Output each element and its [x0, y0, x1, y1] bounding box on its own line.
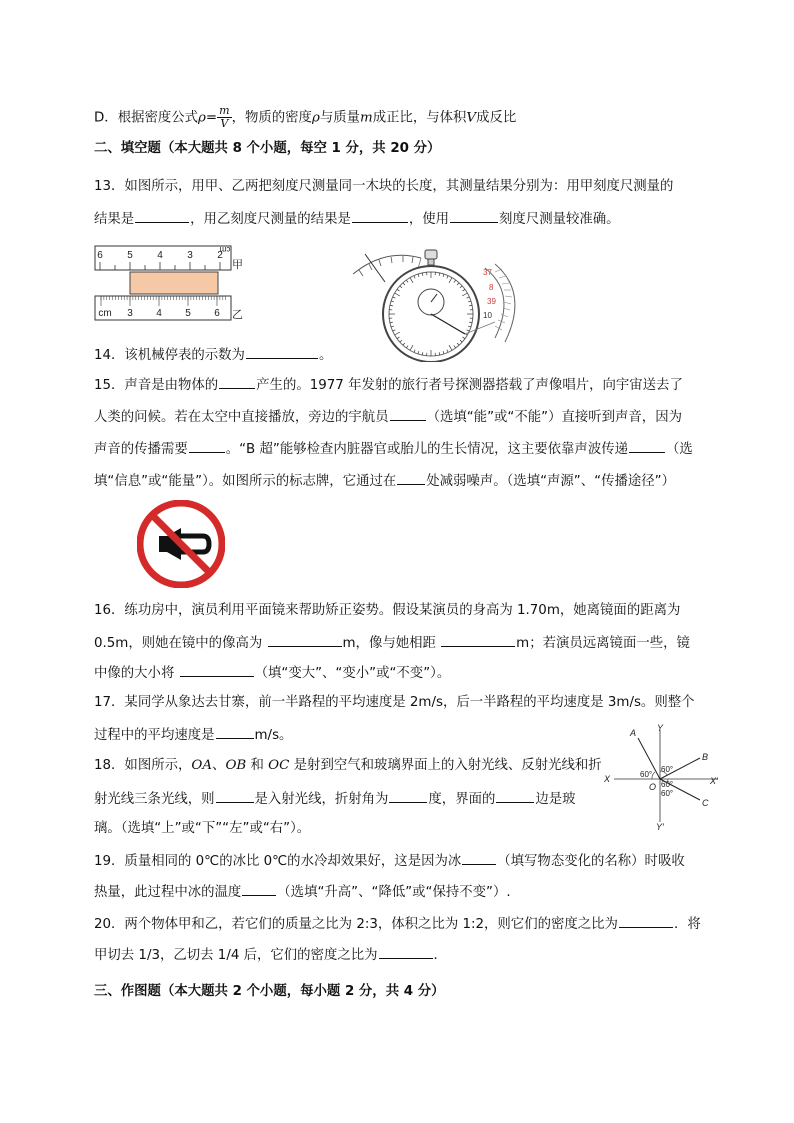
- option-d-text: 成正比，与体积: [372, 110, 467, 126]
- option-d-text: 与质量: [319, 110, 360, 126]
- q18-text: 射光线三条光线，则: [94, 792, 215, 807]
- q20-text: 20．两个物体甲和乙，若它们的质量之比为 2:3，体积之比为 1:2，则它们的密度之比为: [94, 917, 618, 932]
- q19-line-1: [94, 850, 685, 872]
- q19-text: 19．质量相同的 0℃的冰比 0℃的水冷却效果好，这是因为冰: [94, 854, 462, 869]
- label-o: O: [649, 782, 657, 792]
- q17-line-2: [94, 724, 292, 746]
- light-ray-diagram: [600, 722, 730, 832]
- equals-sign: =: [205, 110, 218, 126]
- stopwatch-crown: [425, 250, 437, 259]
- answer-blank[interactable]: [189, 438, 225, 453]
- ruler-jia-label: 甲: [232, 259, 243, 271]
- angle-label: 60°: [661, 765, 674, 774]
- density-fraction: [217, 105, 231, 130]
- q13-text: 结果是: [94, 212, 135, 227]
- q18-text: 度，界面的: [428, 792, 496, 807]
- volume-symbol: V: [466, 110, 477, 126]
- rulers-figure: [92, 242, 252, 330]
- answer-blank[interactable]: [397, 470, 425, 485]
- scale-label: 39: [487, 297, 496, 306]
- ruler-yi-tick-label: 3: [127, 308, 133, 319]
- q16-line-2: [94, 632, 690, 654]
- option-d-text: ，物质的密度: [231, 110, 312, 126]
- answer-blank[interactable]: [379, 944, 433, 959]
- q18-line-1: [94, 756, 602, 776]
- answer-blank[interactable]: [246, 344, 318, 359]
- label-y-prime: Y′: [656, 822, 664, 832]
- q14-text: 。: [318, 348, 333, 363]
- q13-text: ，使用: [408, 212, 450, 227]
- q16-line-3: [94, 662, 450, 684]
- ruler-yi-label: 乙: [232, 309, 243, 321]
- q18-text: 和: [246, 758, 269, 773]
- q20-text: ．将: [673, 917, 701, 932]
- q13-line-2: [94, 208, 620, 230]
- stopwatch-figure: [345, 238, 525, 362]
- ruler-yi-unit: cm: [98, 308, 112, 319]
- q15-text: （选: [666, 442, 693, 457]
- q16-line-1: 16．练功房中，演员利用平面镜来帮助矫正姿势。假设某演员的身高为 1.70m，她离镜面的距离为: [94, 603, 681, 618]
- q15-line-1: [94, 374, 683, 396]
- q13-text: 刻度尺测量较准确。: [499, 212, 620, 227]
- ray-oa-label: OA: [191, 758, 213, 773]
- answer-blank[interactable]: [462, 850, 496, 865]
- q18-text: 、: [212, 758, 226, 773]
- section-3-title: 三、作图题（本大题共 2 个小题，每小题 2 分，共 4 分）: [94, 984, 445, 999]
- q18-line-2: [94, 788, 576, 810]
- angle-label: 60°: [640, 770, 653, 779]
- stopwatch-stem: [428, 259, 434, 265]
- q15-line-4: [94, 470, 675, 492]
- option-d-prefix: D．根据密度公式: [94, 110, 199, 126]
- answer-blank[interactable]: [180, 662, 254, 677]
- answer-blank[interactable]: [135, 208, 189, 223]
- q15-text: 声音的传播需要: [94, 442, 188, 457]
- q15-text: 。“B 超”能够检查内脏器官或胎儿的生长情况，这主要依靠声波传递: [225, 442, 628, 457]
- q14: [94, 344, 332, 366]
- q20-line-1: [94, 913, 701, 935]
- answer-blank[interactable]: [496, 788, 534, 803]
- label-x: X: [604, 774, 611, 784]
- label-x-prime: X′: [710, 776, 718, 786]
- fraction-denominator: V: [220, 117, 229, 130]
- label-c: C: [702, 798, 709, 808]
- q18-text: 18．如图所示，: [94, 758, 192, 773]
- q19-text: （选填“升高”、“降低”或“保持不变”）.: [277, 885, 511, 900]
- answer-blank[interactable]: [268, 632, 342, 647]
- q18-text: 是射到空气和玻璃界面上的入射光线、反射光线和折: [289, 758, 602, 773]
- angle-label: 60°: [661, 789, 674, 798]
- answer-blank[interactable]: [629, 438, 665, 453]
- option-d-text: 成反比: [476, 110, 517, 126]
- mass-symbol: m: [359, 110, 373, 126]
- rho-symbol: ρ: [311, 110, 320, 126]
- q17-line-1: 17．某同学从象达去甘寨，前一半路程的平均速度是 2m/s，后一半路程的平均速度是 3m/s。则整个: [94, 695, 695, 710]
- q16-text: 0.5m，则她在镜中的像高为: [94, 636, 263, 651]
- ruler-yi-tick-label: 6: [214, 308, 220, 319]
- scale-label: 37: [483, 268, 492, 277]
- q19-line-2: [94, 881, 511, 903]
- ruler-jia-tick-label: 4: [157, 250, 163, 261]
- ray-ob-label: OB: [225, 758, 247, 773]
- q18-line-3: 璃。（选填“上”或“下”“左”或“右”）。: [94, 821, 311, 836]
- answer-blank[interactable]: [216, 788, 254, 803]
- q12-option-d: [94, 105, 516, 130]
- ruler-yi-tick-label: 4: [156, 308, 162, 319]
- ruler-jia-tick-label: 6: [97, 250, 103, 261]
- q19-text: （填写物态变化的名称）时吸收: [497, 854, 685, 869]
- rho-symbol: ρ: [198, 110, 206, 126]
- angle-label: 60°: [661, 780, 674, 789]
- q16-text: 中像的大小将: [94, 666, 175, 681]
- answer-blank[interactable]: [352, 208, 408, 223]
- q13-line-1: 13．如图所示，用甲、乙两把刻度尺测量同一木块的长度，其测量结果分别为：用甲刻度尺测量的: [94, 179, 674, 194]
- answer-blank[interactable]: [389, 788, 427, 803]
- q20-text: ．: [433, 948, 447, 963]
- scale-label: 8: [489, 283, 494, 292]
- scale-label: 10: [483, 311, 492, 320]
- q15-text: （选填“能”或“不能”）直接听到声音，因为: [426, 410, 682, 425]
- q20-line-2: [94, 944, 447, 966]
- ruler-jia-tick-label: 2: [217, 250, 223, 261]
- q16-text: m，像与她相距: [342, 636, 436, 651]
- answer-blank[interactable]: [619, 913, 673, 928]
- q18-text: 边是玻: [535, 792, 576, 807]
- no-honking-sign: [137, 500, 225, 588]
- ray-oc-label: OC: [268, 758, 290, 773]
- answer-blank[interactable]: [219, 374, 255, 389]
- q13-text: ，用乙刻度尺测量的结果是: [190, 212, 351, 227]
- q15-text: 产生的。1977 年发射的旅行者号探测器搭载了声像唱片，向宇宙送去了: [256, 378, 683, 393]
- q15-text: 人类的问候。若在太空中直接播放，旁边的宇航员: [94, 410, 389, 425]
- q15-text: 填“信息”或“能量”）。如图所示的标志牌，它通过在: [94, 474, 397, 489]
- ruler-jia: [95, 246, 231, 270]
- answer-blank[interactable]: [242, 881, 276, 896]
- q16-text: （填“变大”、“变小”或“不变”）。: [254, 666, 451, 681]
- q16-text: m；若演员远离镜面一些，镜: [516, 636, 690, 651]
- fraction-numerator: m: [219, 104, 230, 117]
- label-a: A: [630, 728, 637, 738]
- label-b: B: [702, 752, 709, 762]
- answer-blank[interactable]: [441, 632, 515, 647]
- ruler-jia-tick-label: 3: [187, 250, 193, 261]
- answer-blank[interactable]: [216, 724, 254, 739]
- label-y: Y: [657, 723, 664, 733]
- q18-text: 是入射光线，折射角为: [254, 792, 389, 807]
- q15-line-3: [94, 438, 693, 460]
- q17-text: m/s。: [254, 728, 293, 743]
- answer-blank[interactable]: [390, 406, 426, 421]
- q19-text: 热量，此过程中冰的温度: [94, 885, 242, 900]
- q15-text: 15．声音是由物体的: [94, 378, 219, 393]
- q14-text: 14．该机械停表的示数为: [94, 348, 245, 363]
- q17-text: 过程中的平均速度是: [94, 728, 215, 743]
- section-2-title: 二、填空题（本大题共 8 个小题，每空 1 分，共 20 分）: [94, 141, 441, 156]
- ruler-jia-tick-label: 5: [127, 250, 133, 261]
- q15-text: 处减弱噪声。（选填“声源”、“传播途径”）: [426, 474, 675, 489]
- q15-line-2: [94, 406, 682, 428]
- ruler-jia-unit: cm: [219, 245, 231, 254]
- answer-blank[interactable]: [450, 208, 498, 223]
- wooden-block: [130, 272, 218, 294]
- ruler-yi-tick-label: 5: [185, 308, 191, 319]
- q20-text: 甲切去 1/3，乙切去 1/4 后，它们的密度之比为: [94, 948, 378, 963]
